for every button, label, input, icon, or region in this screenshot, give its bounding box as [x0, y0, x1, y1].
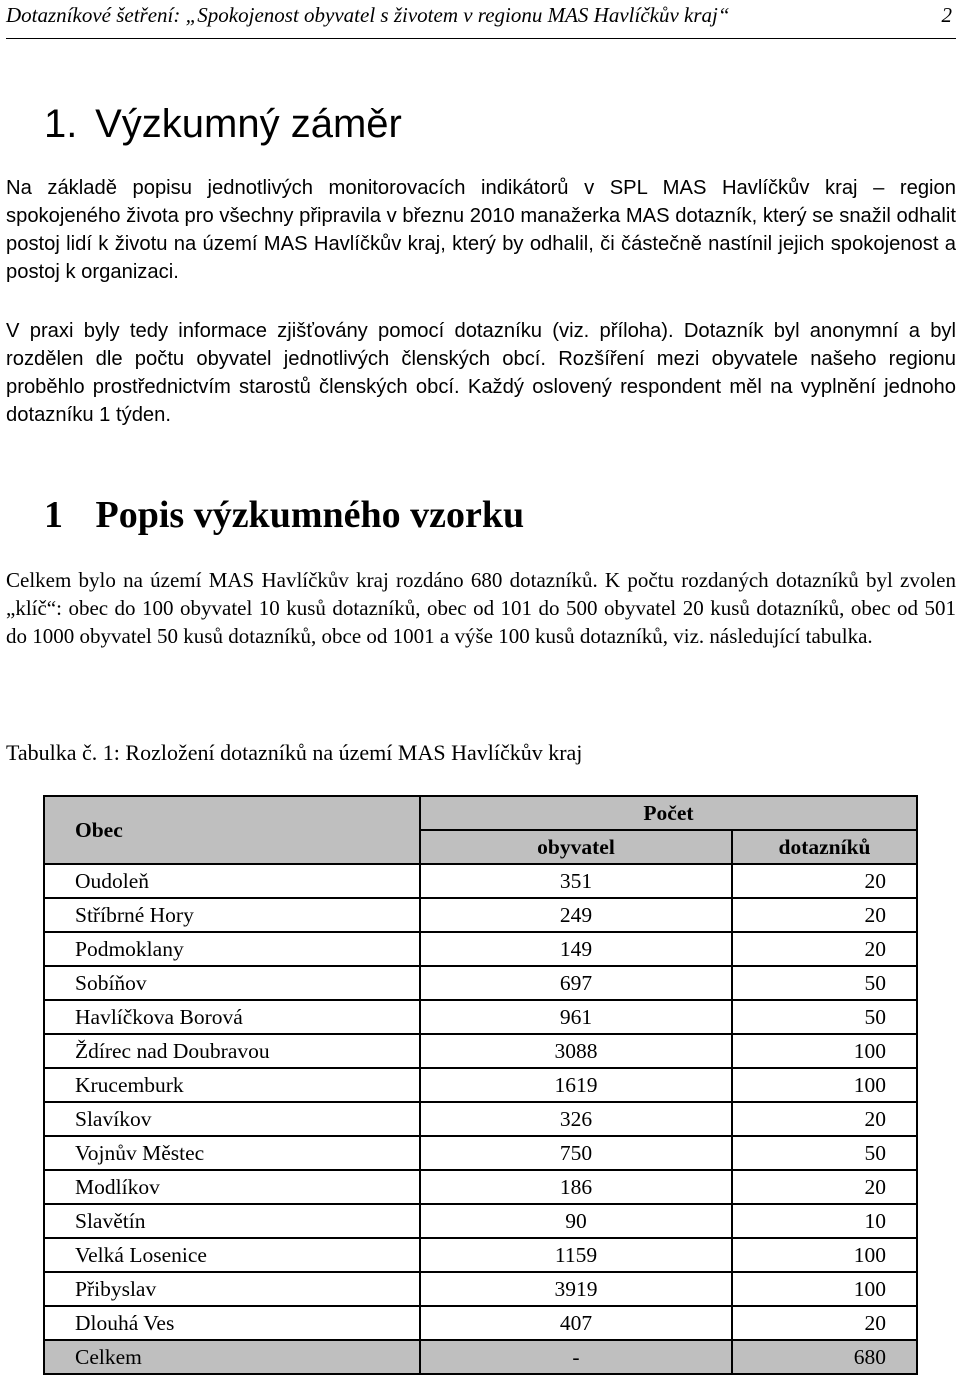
table-caption: Tabulka č. 1: Rozložení dotazníků na území MAS Havlíčkův kraj	[6, 740, 583, 765]
cell-obyvatel: 697	[420, 966, 732, 1000]
table-row	[44, 1204, 917, 1238]
table-row	[44, 1034, 917, 1068]
cell-dotazniku: 20	[732, 1170, 917, 1204]
cell-dotazniku: 20	[732, 864, 917, 898]
table-row	[44, 966, 917, 1000]
cell-obec: Vojnův Městec	[44, 1136, 420, 1170]
cell-obec: Stříbrné Hory	[44, 898, 420, 932]
cell-dotazniku: 100	[732, 1238, 917, 1272]
page-number: 2	[941, 3, 952, 27]
table-row	[44, 1238, 917, 1272]
cell-obyvatel: 3919	[420, 1272, 732, 1306]
cell-obyvatel: 90	[420, 1204, 732, 1238]
cell-obec: Krucemburk	[44, 1068, 420, 1102]
table-row	[44, 898, 917, 932]
section-heading-vyzkumny-zamer	[44, 100, 402, 148]
cell-dotazniku: 20	[732, 1306, 917, 1340]
table-total-row	[44, 1340, 917, 1374]
cell-obec: Slavíkov	[44, 1102, 420, 1136]
cell-dotazniku: 20	[732, 932, 917, 966]
cell-dotazniku: 10	[732, 1204, 917, 1238]
cell-obyvatel: 186	[420, 1170, 732, 1204]
header-dotazniku: dotazníků	[732, 830, 917, 864]
paragraph-method: V praxi byly tedy informace zjišťovány pomocí dotazníku (viz. příloha). Dotazník byl anonymní a byl rozdělen dle počtu obyvatel jednotlivých členských obcí. Rozšíření mezi obyvatele našeho regionu proběhlo prostřednictvím starostů členských obcí. Každý oslovený respondent měl na vyplnění jednoho dotazníku 1 týden.	[6, 320, 956, 426]
cell-obec: Modlíkov	[44, 1170, 420, 1204]
table-row	[44, 1306, 917, 1340]
section-number: 1.	[44, 102, 78, 146]
table-row	[44, 1102, 917, 1136]
questionnaire-distribution-table	[43, 795, 918, 1375]
cell-obyvatel: 407	[420, 1306, 732, 1340]
cell-dotazniku: 100	[732, 1034, 917, 1068]
cell-obyvatel: 326	[420, 1102, 732, 1136]
cell-obec: Velká Losenice	[44, 1238, 420, 1272]
cell-obyvatel: 1619	[420, 1068, 732, 1102]
cell-obec: Podmoklany	[44, 932, 420, 966]
table-row	[44, 932, 917, 966]
table-row	[44, 1170, 917, 1204]
paragraph-sample: Celkem bylo na území MAS Havlíčkův kraj rozdáno 680 dotazníků. K počtu rozdaných dotazníků byl zvolen „klíč“: obec do 100 obyvatel 10 kusů dotazníků, obec od 101 do 500 obyvatel 20 kusů dotazníků, obec od 501 do 1000 obyvatel 50 kusů dotazníků, obce od 1001 a výše 100 kusů dotazníků, viz. následující tabulka.	[6, 568, 956, 648]
section-number: 1	[44, 494, 63, 536]
header-obec: Obec	[44, 796, 420, 864]
cell-obyvatel: 249	[420, 898, 732, 932]
cell-obyvatel: 3088	[420, 1034, 732, 1068]
paragraph-intro: Na základě popisu jednotlivých monitorovacích indikátorů v SPL MAS Havlíčkův kraj – region spokojeného života pro všechny připravila v březnu 2010 manažerka MAS dotazník, který se snažil odhalit postoj lidí k životu na území MAS Havlíčkův kraj, který by odhalil, či částečně nastínil jejich spokojenost a postoj k organizaci.	[6, 177, 956, 283]
cell-dotazniku: 100	[732, 1068, 917, 1102]
cell-obyvatel: 149	[420, 932, 732, 966]
page-header	[6, 0, 956, 39]
table-row	[44, 1068, 917, 1102]
cell-dotazniku: 20	[732, 898, 917, 932]
cell-obec: Havlíčkova Borová	[44, 1000, 420, 1034]
cell-obec: Dlouhá Ves	[44, 1306, 420, 1340]
cell-obec: Slavětín	[44, 1204, 420, 1238]
header-title: Dotazníkové šetření: „Spokojenost obyvatel s životem v regionu MAS Havlíčkův kraj“	[6, 3, 730, 27]
table-row	[44, 1000, 917, 1034]
cell-obyvatel: 961	[420, 1000, 732, 1034]
cell-dotazniku: 20	[732, 1102, 917, 1136]
table-row	[44, 1136, 917, 1170]
cell-obec: Celkem	[44, 1340, 420, 1374]
cell-obyvatel: 1159	[420, 1238, 732, 1272]
section-heading-popis-vzorku	[44, 492, 524, 538]
table-row	[44, 1272, 917, 1306]
cell-obyvatel: 750	[420, 1136, 732, 1170]
cell-obec: Sobíňov	[44, 966, 420, 1000]
cell-dotazniku: 680	[732, 1340, 917, 1374]
table-header-row	[44, 796, 917, 830]
section-title: Popis výzkumného vzorku	[95, 494, 525, 536]
cell-dotazniku: 50	[732, 966, 917, 1000]
cell-obec: Oudoleň	[44, 864, 420, 898]
cell-dotazniku: 50	[732, 1000, 917, 1034]
section-title: Výzkumný záměr	[95, 102, 402, 146]
cell-dotazniku: 100	[732, 1272, 917, 1306]
header-pocet: Počet	[420, 796, 917, 830]
cell-obyvatel: -	[420, 1340, 732, 1374]
header-obyvatel: obyvatel	[420, 830, 732, 864]
cell-dotazniku: 50	[732, 1136, 917, 1170]
cell-obec: Přibyslav	[44, 1272, 420, 1306]
cell-obec: Ždírec nad Doubravou	[44, 1034, 420, 1068]
table-row	[44, 864, 917, 898]
cell-obyvatel: 351	[420, 864, 732, 898]
